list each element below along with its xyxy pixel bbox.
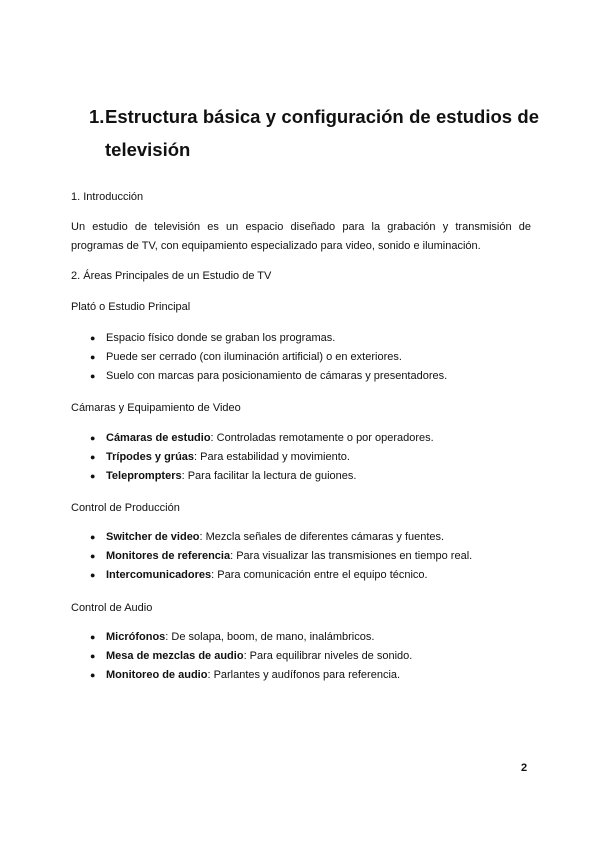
list-item: ● Teleprompters: Para facilitar la lectura de guiones. [90, 467, 530, 486]
bullet-list-camaras [90, 429, 530, 486]
list-item: ● Intercomunicadores: Para comunicación entre el equipo técnico. [90, 566, 530, 585]
list-item: ● Monitoreo de audio: Parlantes y audífonos para referencia. [90, 666, 530, 685]
list-item: ● Trípodes y grúas: Para estabilidad y movimiento. [90, 448, 530, 467]
bullet-icon: ● [90, 433, 96, 443]
section-title-control-produccion: Control de Producción [71, 502, 180, 514]
list-item: ● Cámaras de estudio: Controladas remotamente o por operadores. [90, 429, 530, 448]
bullet-icon: ● [90, 333, 96, 343]
bullet-icon: ● [90, 570, 96, 580]
bullet-icon: ● [90, 471, 96, 481]
areas-title: 2. Áreas Principales de un Estudio de TV [71, 270, 272, 282]
page-number: 2 [521, 762, 528, 774]
heading-number: 1. [89, 106, 105, 127]
section-heading [89, 100, 539, 166]
bullet-icon: ● [90, 532, 96, 542]
list-item: ● Suelo con marcas para posicionamiento de cámaras y presentadores. [90, 367, 530, 386]
bullet-icon: ● [90, 371, 96, 381]
list-item: ● Switcher de video: Mezcla señales de diferentes cámaras y fuentes. [90, 528, 530, 547]
section-title-control-audio: Control de Audio [71, 602, 153, 614]
list-item: ● Puede ser cerrado (con iluminación artificial) o en exteriores. [90, 348, 530, 367]
section-title-plato: Plató o Estudio Principal [71, 301, 191, 313]
bullet-icon: ● [90, 670, 96, 680]
section-title-camaras: Cámaras y Equipamiento de Video [71, 402, 241, 414]
intro-title: 1. Introducción [71, 191, 144, 203]
bullet-list-control-produccion [90, 528, 530, 585]
bullet-list-control-audio [90, 628, 530, 685]
bullet-icon: ● [90, 352, 96, 362]
list-item: ● Mesa de mezclas de audio: Para equilibrar niveles de sonido. [90, 647, 530, 666]
list-item: ● Espacio físico donde se graban los programas. [90, 329, 530, 348]
bullet-icon: ● [90, 632, 96, 642]
bullet-list-plato [90, 329, 530, 386]
bullet-icon: ● [90, 452, 96, 462]
heading-text: Estructura básica y configuración de estudios de televisión [105, 106, 539, 160]
bullet-icon: ● [90, 551, 96, 561]
bullet-icon: ● [90, 651, 96, 661]
intro-paragraph: Un estudio de televisión es un espacio diseñado para la grabación y transmisión de programas de TV, con equipamiento especializado para video, sonido e iluminación. [71, 221, 531, 252]
list-item: ● Monitores de referencia: Para visualizar las transmisiones en tiempo real. [90, 547, 530, 566]
list-item: ● Micrófonos: De solapa, boom, de mano, inalámbricos. [90, 628, 530, 647]
